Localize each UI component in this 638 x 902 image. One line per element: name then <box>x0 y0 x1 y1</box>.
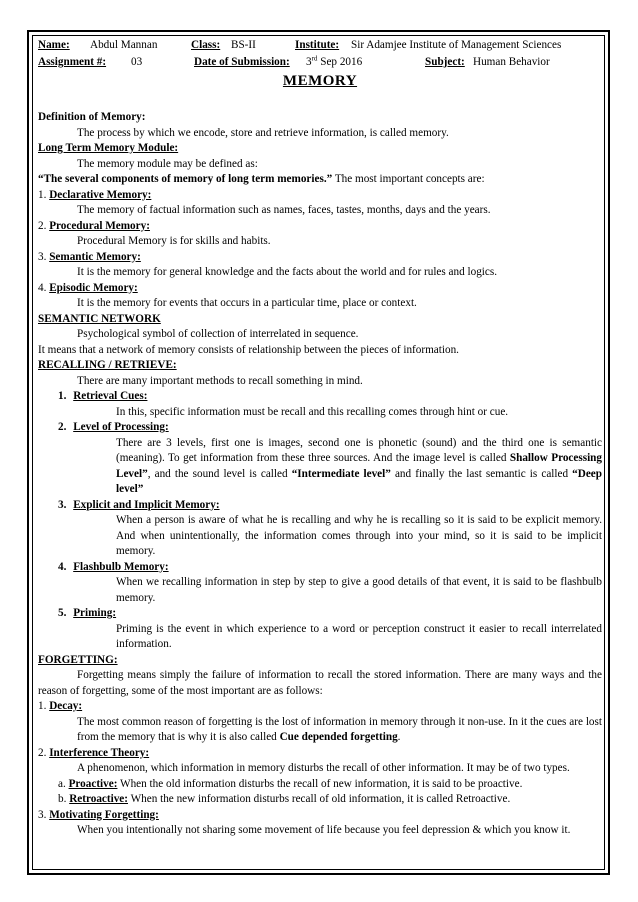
processing-heading: 2. Level of Processing: <box>58 421 169 433</box>
decay-text: The most common reason of forgetting is the lost of information in memory through it non-use. In it the cues are lost from the memory that is why it is also called Cue depended forgetting. <box>77 715 602 743</box>
class-value: BS-II <box>231 39 256 51</box>
flashbulb-heading: 4. Flashbulb Memory: <box>58 560 169 573</box>
semantic-heading: 3. Semantic Memory: <box>38 250 141 263</box>
date-label: Date of Submission: <box>194 56 290 68</box>
motivating-heading: 3. Motivating Forgetting: <box>38 808 159 821</box>
decay-heading: 1. Decay: <box>38 700 83 712</box>
components-line: “The several components of memory of long term memories.” The most important concepts are: <box>38 173 485 185</box>
interference-text: A phenomenon, which information in memory disturbs the recall of other information. It may be of two types. <box>77 762 570 774</box>
priming-text: Priming is the event in which experience to a word or perception construct it easier to recall interrelated information. <box>116 622 602 650</box>
processing-text: There are 3 levels, first one is images, second one is phonetic (sound) and the third one is semantic (meaning). To get information from these three sources. And the image level is called Shallow Processing Level”, and the sound level is called “Intermediate level” and finally the last semantic is called “Deep level” <box>116 436 602 495</box>
recall-heading: RECALLING / RETRIEVE: <box>38 359 177 371</box>
explicit-heading: 3. Explicit and Implicit Memory: <box>58 498 220 511</box>
motivating-text: When you intentionally not sharing some movement of life because you feel depression & which you know it. <box>77 824 571 836</box>
proactive-line: a. Proactive: When the old information disturbs the recall of new information, it is said to be proactive. <box>58 777 523 790</box>
network-text-2: It means that a network of memory consists of relationship between the pieces of information. <box>38 343 459 356</box>
explicit-text: When a person is aware of what he is recalling and why he is recalling so it is said to be explicit memory. And when unintentionally, the information comes through into your mind, so it is said to be implicit memory. <box>116 514 602 557</box>
subject-label: Subject: <box>425 56 465 68</box>
assignment-value: 03 <box>131 56 143 68</box>
priming-heading: 5. Priming: <box>58 607 117 619</box>
declarative-heading: 1. Declarative Memory: <box>38 188 152 201</box>
ltm-heading: Long Term Memory Module: <box>38 142 179 154</box>
date-value: 3rd Sep 2016 <box>306 54 363 68</box>
retrieval-heading: 1. Retrieval Cues: <box>58 390 148 402</box>
institute-label: Institute: <box>295 39 340 51</box>
class-label: Class: <box>191 39 221 51</box>
page-title: MEMORY <box>282 73 358 89</box>
definition-heading: Definition of Memory: <box>38 111 146 123</box>
procedural-text: Procedural Memory is for skills and habits. <box>77 235 271 247</box>
network-heading: SEMANTIC NETWORK <box>38 312 161 325</box>
header-row-2 <box>38 55 602 72</box>
forgetting-heading: FORGETTING: <box>38 653 118 666</box>
semantic-text: It is the memory for general knowledge and the facts about the world and for rules and logics. <box>77 266 498 278</box>
interference-heading: 2. Interference Theory: <box>38 746 150 759</box>
name-value: Abdul Mannan <box>90 39 158 51</box>
document-body <box>38 38 602 839</box>
episodic-text: It is the memory for events that occurs in a particular time, place or context. <box>77 297 417 309</box>
procedural-heading: 2. Procedural Memory: <box>38 219 150 232</box>
name-label: Name: <box>38 39 70 51</box>
retrieval-text: In this, specific information must be recall and this recalling comes through hint or cue. <box>116 405 509 418</box>
recall-text: There are many important methods to recall something in mind. <box>77 374 363 387</box>
flashbulb-text: When we recalling information in step by step to give a good details of that event, it is said to be flashbulb memory. <box>116 576 602 604</box>
subject-value: Human Behavior <box>473 56 550 68</box>
forgetting-text: Forgetting means simply the failure of information to recall the stored information. There are many ways and the reason of forgetting, some of the most important are as follows: <box>38 669 602 697</box>
header-row-1 <box>38 38 602 55</box>
network-text-1: Psychological symbol of collection of interrelated in sequence. <box>77 328 359 340</box>
episodic-heading: 4. Episodic Memory: <box>38 281 138 294</box>
assignment-label: Assignment #: <box>38 56 107 68</box>
ltm-text: The memory module may be defined as: <box>77 157 258 170</box>
institute-value: Sir Adamjee Institute of Management Sciences <box>351 39 562 51</box>
declarative-text: The memory of factual information such as names, faces, tastes, months, days and the years. <box>77 204 491 216</box>
definition-text: The process by which we encode, store and retrieve information, is called memory. <box>77 126 449 139</box>
retroactive-line: b. Retroactive: When the new information disturbs recall of old information, it is called Retroactive. <box>58 793 511 805</box>
